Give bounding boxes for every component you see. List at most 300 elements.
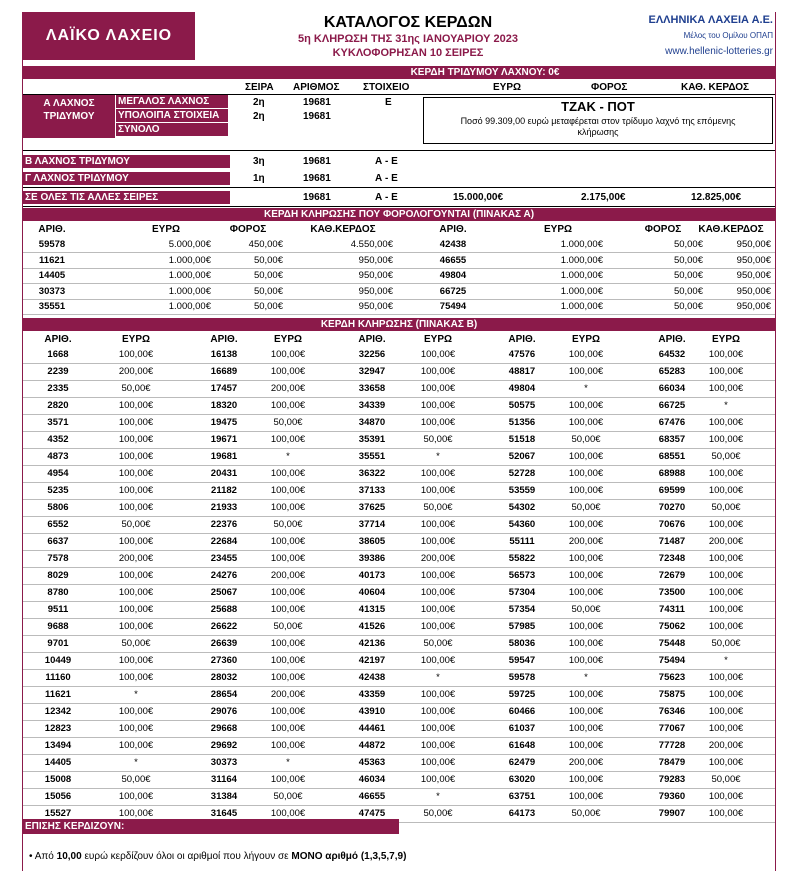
table-cell: 68357	[658, 434, 686, 445]
table-cell: 100,00€	[568, 349, 604, 360]
table-cell: 50,00€	[571, 434, 601, 445]
table-cell: 2335	[47, 383, 69, 394]
table-cell: 100,00€	[420, 366, 456, 377]
table-cell: 100,00€	[270, 349, 306, 360]
table-cell: 100,00€	[568, 553, 604, 564]
all-stoixeio: Α - Ε	[375, 192, 398, 203]
note-mono: ΜΟΝΟ αριθμό	[291, 851, 359, 862]
table-cell: 100,00€	[708, 553, 744, 564]
table-cell: 6552	[47, 519, 69, 530]
table-cell: 50,00€	[423, 808, 453, 819]
table-cell: 200,00€	[270, 689, 306, 700]
table-cell: 100,00€	[708, 723, 744, 734]
table-cell: 100,00€	[118, 434, 154, 445]
table-cell: 61648	[508, 740, 536, 751]
table-cell: 73500	[658, 587, 686, 598]
table-cell: 25688	[210, 604, 238, 615]
table-cell: 75494	[439, 301, 467, 312]
table-cell: 1668	[47, 349, 69, 360]
table-cell: 44461	[358, 723, 386, 734]
table-cell: 40173	[358, 570, 386, 581]
table-cell: 29076	[210, 706, 238, 717]
row-label-big: ΜΕΓΑΛΟΣ ΛΑΧΝΟΣ	[116, 95, 228, 108]
table-cell: 100,00€	[420, 536, 456, 547]
table-cell: 100,00€	[118, 791, 154, 802]
table-cell: *	[584, 383, 588, 394]
column-header: ΑΡΙΘ.	[44, 334, 72, 345]
table-cell: 48817	[508, 366, 536, 377]
table-cell: 15008	[44, 774, 72, 785]
table-cell: 65283	[658, 366, 686, 377]
table-row	[23, 364, 775, 379]
table-cell: 100,00€	[708, 672, 744, 683]
table-cell: 100,00€	[118, 655, 154, 666]
draw-subtitle: 5η ΚΛΗΡΩΣΗ ΤΗΣ 31ης ΙΑΝΟΥΑΡΙΟΥ 2023	[298, 33, 518, 45]
table-cell: 7578	[47, 553, 69, 564]
table-cell: 100,00€	[708, 519, 744, 530]
table-cell: 100,00€	[708, 366, 744, 377]
table-cell: 19671	[210, 434, 238, 445]
table-cell: 27360	[210, 655, 238, 666]
note-pre: • Από	[29, 851, 57, 862]
table-cell: 10449	[44, 655, 72, 666]
table-cell: 69599	[658, 485, 686, 496]
table-cell: 100,00€	[568, 451, 604, 462]
table-cell: 100,00€	[270, 774, 306, 785]
table-row	[23, 284, 775, 299]
table-cell: 100,00€	[568, 621, 604, 632]
table-cell: 100,00€	[270, 655, 306, 666]
table-cell: 200,00€	[118, 553, 154, 564]
table-cell: 52728	[508, 468, 536, 479]
table-cell: 100,00€	[708, 689, 744, 700]
table-cell: 100,00€	[420, 774, 456, 785]
table-cell: 100,00€	[118, 723, 154, 734]
table-cell: 4352	[47, 434, 69, 445]
c-label: Γ ΛΑΧΝΟΣ ΤΡΙΔΥΜΟΥ	[23, 172, 230, 185]
table-cell: 50,00€	[253, 270, 283, 281]
column-header: ΑΡΙΘ.	[508, 334, 536, 345]
table-cell: 31645	[210, 808, 238, 819]
table-cell: *	[724, 655, 728, 666]
table-cell: 100,00€	[118, 604, 154, 615]
band-fill	[23, 66, 195, 79]
table-cell: 24276	[210, 570, 238, 581]
table-row	[23, 449, 775, 464]
table-cell: 50,00€	[571, 502, 601, 513]
col-arithmos: ΑΡΙΘΜΟΣ	[293, 82, 340, 93]
a1-stoixeio: Ε	[385, 97, 392, 108]
table-cell: 950,00€	[358, 270, 393, 281]
table-cell: 1.000,00€	[560, 270, 603, 281]
table-cell: 25067	[210, 587, 238, 598]
table-cell: 46034	[358, 774, 386, 785]
table-cell: 35551	[38, 301, 66, 312]
table-cell: 49804	[508, 383, 536, 394]
table-cell: 50,00€	[673, 239, 703, 250]
table-cell: 100,00€	[270, 502, 306, 513]
table-cell: 100,00€	[270, 808, 306, 819]
table-cell: 100,00€	[118, 349, 154, 360]
table-cell: 100,00€	[118, 570, 154, 581]
row-divider	[23, 314, 775, 315]
table-cell: 50,00€	[273, 621, 303, 632]
table-cell: 100,00€	[270, 706, 306, 717]
table-cell: 6637	[47, 536, 69, 547]
table-cell: 950,00€	[736, 270, 771, 281]
column-header: ΑΡΙΘ.	[439, 224, 467, 235]
table-cell: 62479	[508, 757, 536, 768]
table-row	[23, 398, 775, 413]
column-header: ΑΡΙΘ.	[358, 334, 386, 345]
a-label: Α ΛΑΧΝΟΣ ΤΡΙΔΥΜΟΥ	[23, 95, 115, 138]
table-cell: 4873	[47, 451, 69, 462]
table-cell: 8780	[47, 587, 69, 598]
table-cell: 100,00€	[420, 587, 456, 598]
table-cell: 23455	[210, 553, 238, 564]
table-cell: 5806	[47, 502, 69, 513]
table-cell: 70676	[658, 519, 686, 530]
column-header: ΚΑΘ.ΚΕΡΔΟΣ	[310, 224, 376, 235]
table-cell: 42438	[358, 672, 386, 683]
table-row	[23, 789, 775, 804]
row-label-rest: ΥΠΟΛΟΙΠΑ ΣΤΟΙΧΕΙΑ	[116, 109, 228, 122]
c-stoixeio: Α - Ε	[375, 173, 398, 184]
table-row	[23, 268, 775, 283]
a1-arithmos: 19681	[303, 97, 331, 108]
brand-group: Μέλος του Ομίλου ΟΠΑΠ	[683, 31, 773, 40]
table-cell: 31164	[211, 774, 237, 785]
table-cell: *	[286, 757, 290, 768]
table-cell: 46655	[439, 254, 467, 266]
table-cell: 61037	[508, 723, 536, 734]
col-foros: ΦΟΡΟΣ	[591, 82, 628, 93]
all-euro: 15.000,00€	[453, 192, 504, 203]
table-cell: 100,00€	[568, 519, 604, 530]
table-cell: 100,00€	[118, 621, 154, 632]
table-cell: 50,00€	[121, 519, 151, 530]
table-cell: 26639	[210, 638, 238, 649]
table-cell: 100,00€	[118, 536, 154, 547]
table-cell: 100,00€	[118, 468, 154, 479]
table-cell: 64532	[658, 349, 686, 360]
table-cell: 100,00€	[708, 417, 744, 428]
table-row	[23, 347, 775, 362]
logo: ΛΑΪΚΟ ΛΑΧΕΙΟ	[23, 12, 195, 60]
table-cell: 44872	[358, 740, 386, 751]
note-amount: 10,00	[56, 851, 82, 862]
table-row	[23, 483, 775, 498]
table-cell: 1.000,00€	[560, 239, 603, 250]
table-cell: 59578	[38, 239, 66, 250]
table-cell: 200,00€	[708, 536, 744, 547]
table-cell: 18320	[210, 400, 238, 411]
table-cell: 12823	[44, 723, 72, 734]
table-cell: 50,00€	[253, 254, 283, 266]
table-cell: 950,00€	[736, 239, 771, 250]
table-cell: 74311	[659, 604, 685, 615]
table-cell: 56573	[508, 570, 536, 581]
table-cell: 51356	[508, 417, 536, 428]
table-cell: 70270	[658, 502, 686, 513]
table-cell: 100,00€	[568, 638, 604, 649]
table-cell: *	[286, 451, 290, 462]
jackpot-title: ΤΖΑΚ - ΠΟΤ	[561, 99, 635, 114]
table-cell: 30373	[38, 285, 66, 297]
table-cell: 59578	[508, 672, 536, 683]
col-seira: ΣΕΙΡΑ	[245, 82, 274, 93]
table-cell: 52067	[508, 451, 536, 462]
table-cell: 100,00€	[270, 536, 306, 547]
table-cell: 100,00€	[270, 434, 306, 445]
table-cell: 100,00€	[568, 791, 604, 802]
table-row	[23, 415, 775, 430]
table-cell: 1.000,00€	[168, 254, 211, 266]
column-header: ΑΡΙΘ.	[658, 334, 686, 345]
table-cell: 28654	[210, 689, 238, 700]
table-cell: 11621	[45, 689, 71, 700]
table-row	[23, 500, 775, 515]
table-cell: 57304	[508, 587, 536, 598]
table-cell: 50,00€	[673, 285, 703, 297]
table-cell: 5.000,00€	[168, 239, 211, 250]
table-cell: 63751	[508, 791, 536, 802]
table-cell: 28032	[210, 672, 238, 683]
table-cell: 17457	[210, 383, 238, 394]
table-cell: 100,00€	[708, 621, 744, 632]
table-row	[23, 755, 775, 770]
table-cell: 100,00€	[420, 485, 456, 496]
c-seira: 1η	[253, 173, 265, 184]
table-cell: 75494	[658, 655, 686, 666]
table-cell: 1.000,00€	[560, 254, 603, 266]
table-cell: 41315	[358, 604, 386, 615]
table-cell: 100,00€	[270, 485, 306, 496]
series-note: ΚΥΚΛΟΦΟΡΗΣΑΝ 10 ΣΕΙΡΕΣ	[332, 47, 484, 59]
table-row	[23, 253, 775, 268]
table-cell: 950,00€	[358, 254, 393, 266]
all-label: ΣΕ ΟΛΕΣ ΤΙΣ ΑΛΛΕΣ ΣΕΙΡΕΣ	[23, 191, 230, 204]
table-cell: 100,00€	[568, 400, 604, 411]
table-row	[23, 551, 775, 566]
table-cell: 100,00€	[118, 485, 154, 496]
table-cell: 100,00€	[568, 570, 604, 581]
table-row	[23, 772, 775, 787]
table-cell: 100,00€	[118, 502, 154, 513]
table-cell: 100,00€	[420, 740, 456, 751]
table-cell: 49804	[439, 270, 467, 281]
table-cell: 66725	[658, 400, 686, 411]
table-cell: 50,00€	[273, 791, 303, 802]
table-cell: 37625	[358, 502, 386, 513]
table-cell: 57985	[508, 621, 536, 632]
table-cell: 100,00€	[118, 808, 154, 819]
table-row	[23, 687, 775, 702]
table-cell: 100,00€	[270, 366, 306, 377]
table-cell: 100,00€	[568, 468, 604, 479]
table-cell: *	[724, 400, 728, 411]
table-cell: 950,00€	[736, 285, 771, 297]
table-cell: 100,00€	[270, 604, 306, 615]
table-cell: 100,00€	[420, 570, 456, 581]
table-cell: 78479	[658, 757, 686, 768]
table-cell: 60466	[508, 706, 536, 717]
column-header: ΕΥΡΩ	[273, 334, 303, 345]
column-header: ΕΥΡΩ	[571, 334, 601, 345]
table-cell: 100,00€	[568, 655, 604, 666]
table-row	[23, 721, 775, 736]
table-cell: 41526	[358, 621, 386, 632]
table-cell: 8029	[47, 570, 69, 581]
column-header: ΚΑΘ.ΚΕΡΔΟΣ	[698, 224, 764, 235]
table-cell: 19681	[210, 451, 238, 462]
table-row	[23, 738, 775, 753]
table-cell: 54360	[508, 519, 536, 530]
table-row	[23, 670, 775, 685]
table-cell: 50,00€	[673, 254, 703, 266]
table-cell: 54302	[508, 502, 536, 513]
table-cell: 29668	[210, 723, 238, 734]
table-cell: *	[584, 672, 588, 683]
table-cell: 43359	[358, 689, 386, 700]
table-cell: *	[134, 757, 138, 768]
table-cell: 100,00€	[708, 706, 744, 717]
table-cell: 51518	[508, 434, 536, 445]
a2-arithmos: 19681	[303, 111, 331, 122]
table-cell: 100,00€	[568, 774, 604, 785]
table-cell: 100,00€	[118, 672, 154, 683]
table-cell: 100,00€	[118, 400, 154, 411]
b-label: Β ΛΑΧΝΟΣ ΤΡΙΔΥΜΟΥ	[23, 155, 230, 168]
table-row	[23, 585, 775, 600]
jackpot-box	[423, 97, 773, 144]
table-row	[23, 381, 775, 396]
table-cell: 950,00€	[358, 285, 393, 297]
table-cell: 100,00€	[420, 621, 456, 632]
brand-url[interactable]: www.hellenic-lotteries.gr	[665, 46, 773, 57]
table-cell: 100,00€	[708, 349, 744, 360]
table-row	[23, 432, 775, 447]
table-cell: 50,00€	[711, 502, 741, 513]
table-cell: 29692	[210, 740, 238, 751]
table-cell: 2239	[47, 366, 69, 377]
table-cell: 21182	[211, 485, 237, 496]
table-cell: 59725	[508, 689, 536, 700]
divider	[23, 150, 775, 151]
table-cell: 100,00€	[118, 587, 154, 598]
jackpot-text: Ποσό 99.309,00 ευρώ μεταφέρεται στον τρίδυμο λαχνό της επόμενης κλήρωσης	[460, 116, 736, 137]
table-a-header	[23, 222, 775, 237]
table-cell: 79360	[658, 791, 686, 802]
table-cell: 2820	[47, 400, 69, 411]
table-cell: 14405	[44, 757, 72, 768]
divider	[23, 206, 775, 207]
table-cell: 100,00€	[568, 485, 604, 496]
table-cell: 100,00€	[568, 417, 604, 428]
table-cell: 200,00€	[420, 553, 456, 564]
table-cell: 68988	[658, 468, 686, 479]
table-cell: 42438	[439, 239, 467, 250]
table-cell: 50,00€	[253, 301, 283, 312]
table-cell: 15527	[44, 808, 72, 819]
table-cell: 22376	[210, 519, 238, 530]
b-arithmos: 19681	[303, 156, 331, 167]
table-cell: 100,00€	[708, 808, 744, 819]
table-cell: 42197	[358, 655, 386, 666]
table-cell: 100,00€	[420, 689, 456, 700]
table-cell: 47576	[508, 349, 536, 360]
column-header: ΦΟΡΟΣ	[229, 224, 267, 235]
table-cell: 67476	[658, 417, 686, 428]
table-cell: 100,00€	[118, 740, 154, 751]
table-cell: 1.000,00€	[168, 285, 211, 297]
table-cell: 200,00€	[568, 757, 604, 768]
tridymo-heading: ΚΕΡΔΗ ΤΡΙΔΥΜΟΥ ΛΑΧΝΟΥ: 0€	[195, 66, 775, 79]
table-cell: 100,00€	[270, 553, 306, 564]
note-digits: (1,3,5,7,9)	[358, 851, 407, 862]
table-cell: 75875	[658, 689, 686, 700]
table-cell: 59547	[508, 655, 536, 666]
table-cell: 100,00€	[270, 740, 306, 751]
column-header: ΕΥΡΩ	[543, 224, 573, 235]
table-cell: 34339	[358, 400, 386, 411]
table-cell: 77728	[658, 740, 686, 751]
table-cell: 1.000,00€	[168, 270, 211, 281]
all-arithmos: 19681	[303, 192, 331, 203]
table-cell: 55111	[509, 536, 535, 547]
table-cell: 100,00€	[420, 519, 456, 530]
table-row	[23, 636, 775, 651]
table-cell: 100,00€	[708, 485, 744, 496]
table-cell: 100,00€	[708, 468, 744, 479]
table-cell: 50,00€	[711, 451, 741, 462]
table-row	[23, 534, 775, 549]
table-cell: 1.000,00€	[560, 301, 603, 312]
column-header: ΕΥΡΩ	[151, 224, 181, 235]
table-cell: 200,00€	[118, 366, 154, 377]
table-cell: 200,00€	[270, 383, 306, 394]
table-cell: 77067	[658, 723, 686, 734]
table-cell: 200,00€	[568, 536, 604, 547]
table-cell: 950,00€	[358, 301, 393, 312]
note-mid: ευρώ κερδίζουν όλοι οι αριθμοί που λήγουν σε	[81, 851, 292, 862]
table-cell: 100,00€	[270, 723, 306, 734]
table-cell: 16138	[210, 349, 238, 360]
table-cell: 100,00€	[420, 400, 456, 411]
table-cell: 72679	[658, 570, 686, 581]
col-stoixeio: ΣΤΟΙΧΕΙΟ	[363, 82, 410, 93]
table-row	[23, 619, 775, 634]
table-cell: 37714	[358, 519, 386, 530]
table-cell: 31384	[210, 791, 238, 802]
c-arithmos: 19681	[303, 173, 331, 184]
table-cell: 100,00€	[568, 740, 604, 751]
table-row	[23, 704, 775, 719]
divider	[23, 187, 775, 188]
a1-seira: 2η	[253, 97, 265, 108]
table-cell: 50,00€	[121, 774, 151, 785]
table-cell: 63020	[508, 774, 536, 785]
table-cell: 50,00€	[711, 774, 741, 785]
table-cell: 35551	[358, 451, 386, 462]
column-header: ΑΡΙΘ.	[38, 224, 66, 235]
table-cell: 66725	[439, 285, 467, 297]
table-b-header	[23, 332, 775, 347]
table-cell: 200,00€	[270, 570, 306, 581]
table-cell: 450,00€	[248, 239, 283, 250]
table-cell: 100,00€	[708, 570, 744, 581]
table-cell: 100,00€	[708, 587, 744, 598]
